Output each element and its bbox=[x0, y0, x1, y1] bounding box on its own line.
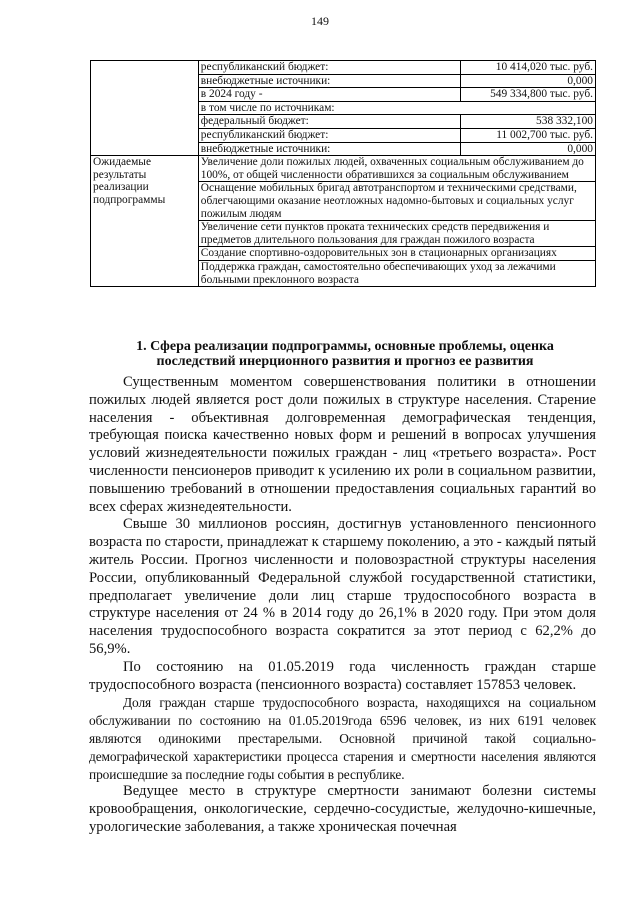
body-text bbox=[89, 374, 596, 837]
funding-value: 0,000 bbox=[460, 74, 595, 88]
page-number: 149 bbox=[311, 14, 329, 28]
result-item: Поддержка граждан, самостоятельно обеспечивающих уход за лежачими больными преклонного возраста bbox=[198, 260, 595, 286]
result-item: Увеличение доли пожилых людей, охваченных социальным обслуживанием до 100%, от общей численности обратившихся за социальным обслуживанием bbox=[198, 156, 595, 182]
table-row bbox=[91, 156, 596, 182]
funding-label: республиканский бюджет: bbox=[198, 61, 460, 75]
paragraph: Свыше 30 миллионов россиян, достигнув установленного пенсионного возраста по старости, принадлежат к старшему поколению, а это - каждый пятый житель России. Прогноз численности и половозрастной структуры населения России, опубликованный Федеральной службой государственной статистики, предполагает увеличение доли лиц старше трудоспособного возраста в структуре населения от 24 % в 2014 году до 26,1% в 2020 году. При этом доля населения трудоспособного возраста сократится за этот период с 62,2% до 56,9%. bbox=[89, 516, 596, 657]
funding-label: внебюджетные источники: bbox=[198, 142, 460, 156]
paragraph: Доля граждан старше трудоспособного возраста, находящихся на социальном обслуживании по состоянию на 01.05.2019года 6596 человек, из них 6191 человек являются одинокими престарелыми. Основной причиной такой социально-демографической характеристики процесса старения и смертности населения являются происшедшие за последние годы события в республике. bbox=[89, 695, 596, 782]
funding-value: 538 332,100 bbox=[460, 115, 595, 129]
table-row bbox=[91, 61, 596, 75]
paragraph: Ведущее место в структуре смертности занимают болезни системы кровообращения, онкологические, сердечно-сосудистые, желудочно-кишечные, урологические заболевания, а также хроническая почечная bbox=[89, 783, 596, 835]
result-item: Оснащение мобильных бригад автотранспортом и техническими средствами, облегчающими оказание неотложных надомно-бытовых и социальных услуг пожилым людям bbox=[198, 182, 595, 221]
section-heading: 1. Сфера реализации подпрограммы, основные проблемы, оценка последствий инерционного развития и прогноз ее развития bbox=[136, 339, 554, 369]
empty-label-cell bbox=[91, 61, 199, 156]
funding-value: 549 334,800 тыс. руб. bbox=[460, 88, 595, 102]
funding-label: федеральный бюджет: bbox=[198, 115, 460, 129]
funding-value: 11 002,700 тыс. руб. bbox=[460, 128, 595, 142]
funding-label: в 2024 году - bbox=[198, 88, 460, 102]
funding-value: 10 414,020 тыс. руб. bbox=[460, 61, 595, 75]
funding-label: в том числе по источникам: bbox=[198, 101, 595, 115]
paragraph: Существенным моментом совершенствования политики в отношении пожилых людей является рост доли пожилых в структуре населения. Старение населения - объективная долговременная демографическая тенденция, требующая поиска качественно новых форм и решений в вопросах улучшения условий жизнедеятельности пожилых граждан - лиц «третьего возраста». Рост численности пенсионеров приводит к усилению их роли в социальном развитии, повышению требований в отношении предоставления социальных гарантий во всех сферах жизнедеятельности. bbox=[89, 374, 596, 515]
program-passport-table bbox=[90, 60, 596, 287]
result-item: Создание спортивно-оздоровительных зон в стационарных организациях bbox=[198, 247, 595, 261]
result-item: Увеличение сети пунктов проката технических средств передвижения и предметов длительного пользования для граждан пожилого возраста bbox=[198, 221, 595, 247]
funding-value: 0,000 bbox=[460, 142, 595, 156]
funding-label: республиканский бюджет: bbox=[198, 128, 460, 142]
paragraph: По состоянию на 01.05.2019 года численность граждан старше трудоспособного возраста (пенсионного возраста) составляет 157853 человек. bbox=[89, 658, 596, 693]
results-label: Ожидаемые результаты реализации подпрограммы bbox=[91, 156, 199, 287]
funding-label: внебюджетные источники: bbox=[198, 74, 460, 88]
